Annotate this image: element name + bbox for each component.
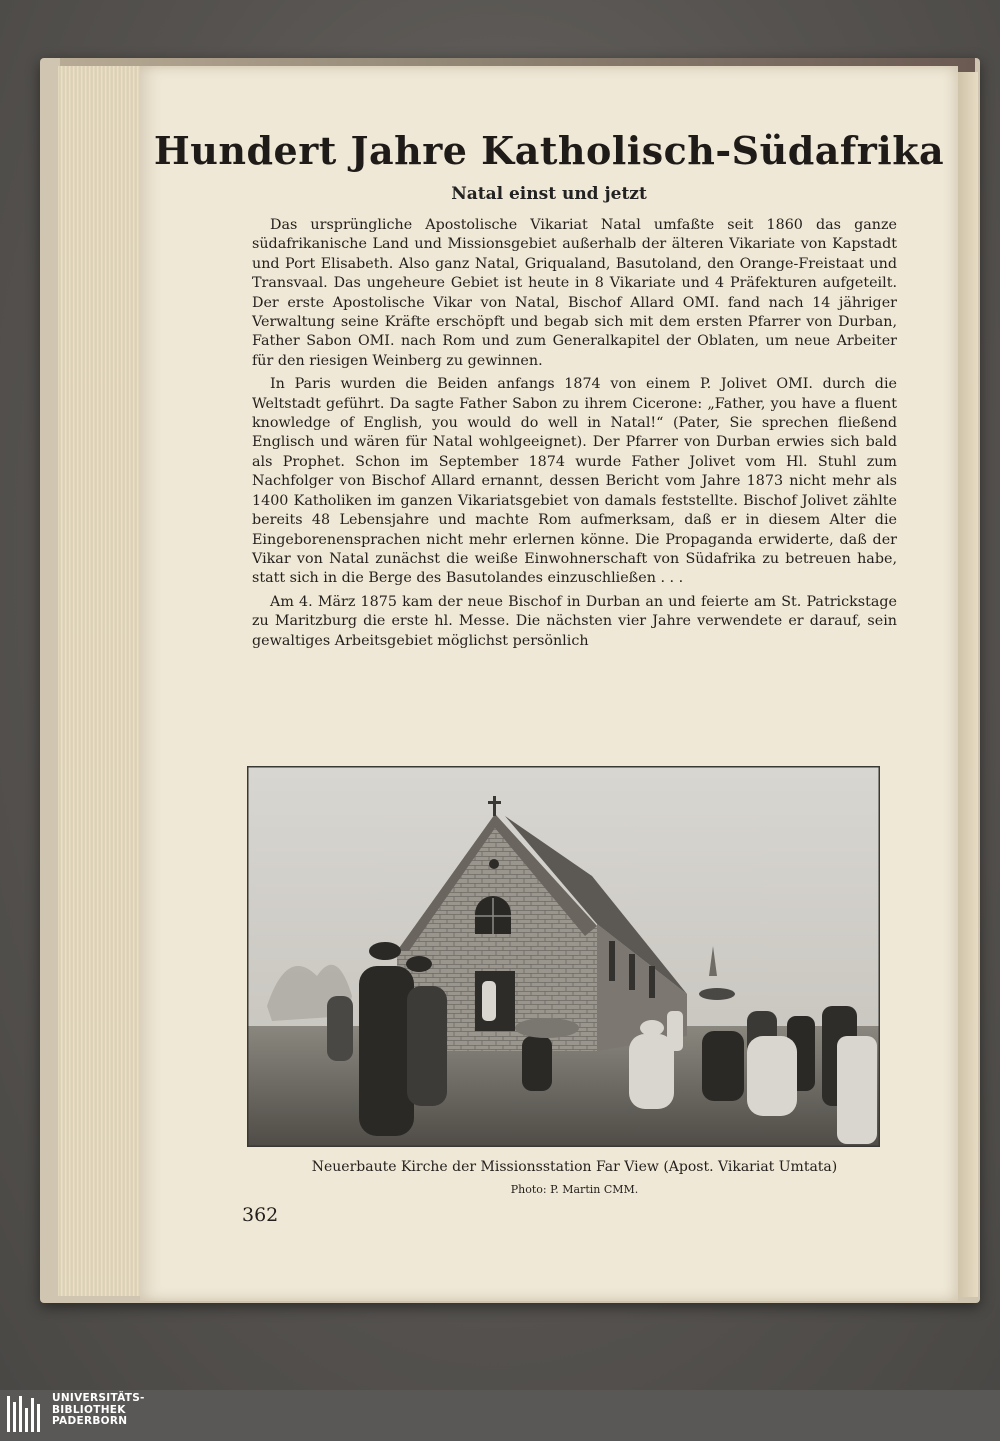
article-body	[252, 216, 897, 655]
paragraph-2: In Paris wurden die Beiden anfangs 1874 von einem P. Jolivet OMI. durch die Weltstadt geführt. Da sagte Father Sabon zu ihrem Cicerone: „Father, you have a fluent knowledge of English, you would do well in Natal!“ (Pater, Sie sprechen fließend Englisch und wären für Natal wohlgeeignet). Der Pfarrer von Durban erwies sich bald als Prophet. Schon im September 1874 wurde Father Jolivet vom Hl. Stuhl zum Nachfolger von Bischof Allard ernannt, dessen Bericht vom Jahre 1873 nicht mehr als 1400 Katholiken im ganzen Vikariatsgebiet von damals feststellte. Bischof Jolivet zählte bereits 48 Lebensjahre und machte Rom aufmerksam, daß er in diesem Alter die Eingeborenensprachen nicht mehr erlernen könne. Die Propaganda erwiderte, daß der Vikar von Natal zunächst die weiße Einwohnerschaft von Südafrika zu betreuen habe, statt sich in die Berge des Basutolandes einzuschließen . . .	[252, 376, 897, 587]
photo-caption: Neuerbaute Kirche der Missionsstation Far View (Apost. Vikariat Umtata)	[311, 1159, 838, 1175]
photo-credit: Photo: P. Martin CMM.	[510, 1183, 639, 1196]
library-footer	[0, 1390, 1000, 1441]
library-name-line-1: UNIVERSITÄTS-	[52, 1392, 145, 1404]
article-title: Hundert Jahre Katholisch-Südafrika	[153, 128, 945, 173]
page-number: 362	[242, 1204, 279, 1226]
facing-page-edge	[958, 72, 978, 1297]
library-name-line-2: BIBLIOTHEK	[52, 1403, 126, 1416]
library-name-line-3: PADERBORN	[52, 1415, 128, 1427]
church-photo-illustration	[247, 766, 880, 1147]
church-photo	[247, 766, 880, 1147]
article-subtitle: Natal einst und jetzt	[451, 184, 647, 204]
paragraph-1: Das ursprüngliche Apostolische Vikariat Natal umfaßte seit 1860 das ganze südafrikanische Land und Missionsgebiet außerhalb der älteren Vikariate von Kapstadt und Port Elisabeth. Also ganz Natal, Griqualand, Basutoland, den Orange-Freistaat und Transvaal. Das ungeheure Gebiet ist heute in 8 Vikariate und 4 Präfekturen aufgeteilt. Der erste Apostolische Vikar von Natal, Bischof Allard OMI. fand nach 14 jähriger Verwaltung seine Kräfte erschöpft und begab sich mit dem ersten Pfarrer von Durban, Father Sabon OMI. nach Rom und zum Generalkapitel der Oblaten, um neue Arbeiter für den riesigen Weinberg zu gewinnen.	[252, 217, 897, 369]
library-logo-icon	[6, 1394, 44, 1434]
paragraph-3: Am 4. März 1875 kam der neue Bischof in Durban an und feierte am St. Patrickstage zu Maritzburg die erste hl. Messe. Die nächsten vier Jahre verwendete er darauf, sein gewaltiges Arbeitsgebiet möglichst persönlich	[252, 593, 897, 649]
library-name	[52, 1393, 145, 1428]
